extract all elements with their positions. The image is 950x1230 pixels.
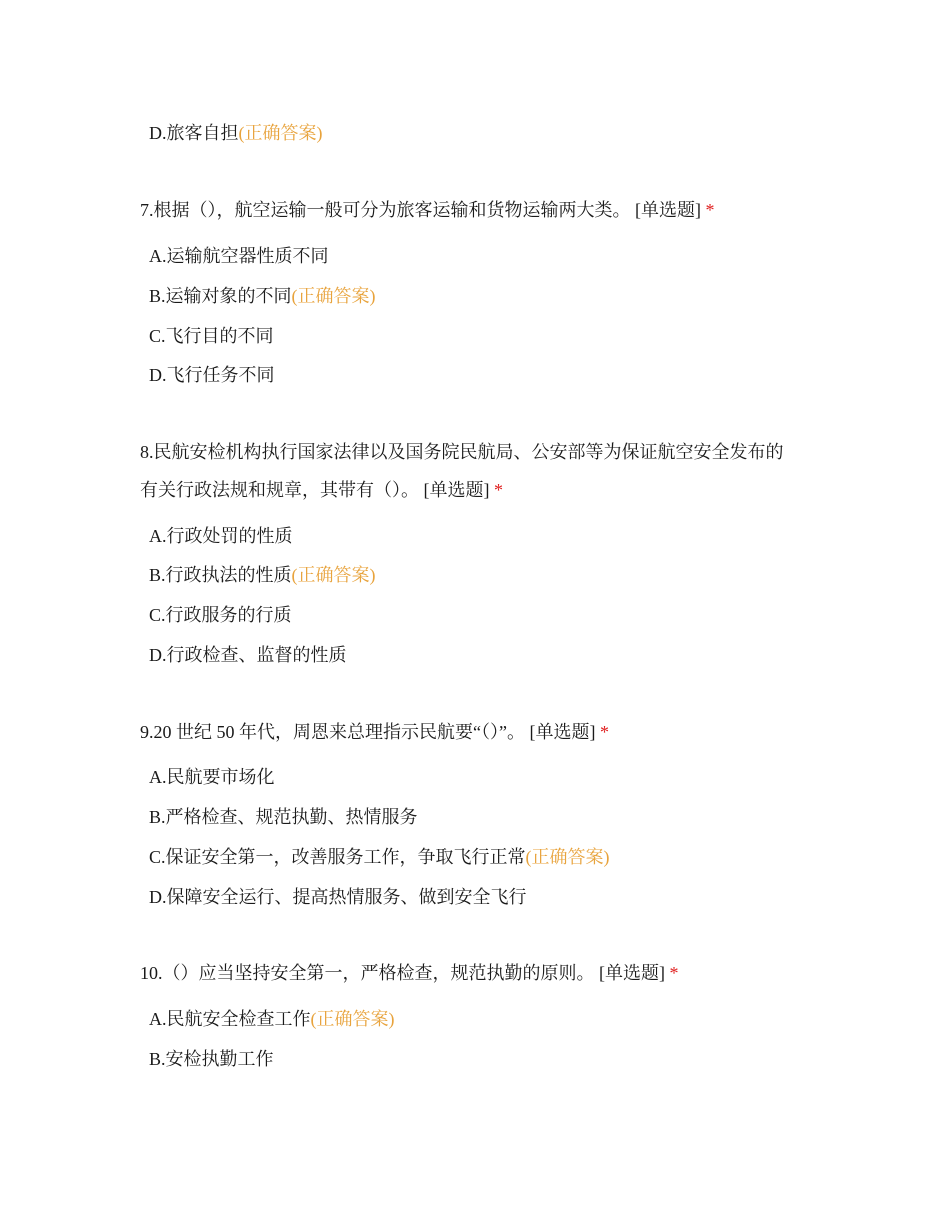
option-q8-b	[149, 563, 376, 587]
option-text: A.民航安全检查工作	[149, 1009, 311, 1029]
option-text: D.旅客自担	[149, 123, 239, 143]
option-q8-d	[149, 643, 347, 667]
option-text: D.行政检查、监督的性质	[149, 645, 347, 665]
question-text: 有关行政法规和规章，其带有（）。 [单选题]	[140, 480, 490, 500]
option-text: C.保证安全第一，改善服务工作，争取飞行正常	[149, 847, 526, 867]
option-text: B.运输对象的不同	[149, 286, 292, 306]
question-8-line-2	[140, 478, 503, 502]
correct-answer-tag: (正确答案)	[238, 123, 323, 143]
option-q9-d	[149, 885, 527, 909]
question-9	[140, 720, 609, 744]
required-marker: *	[705, 200, 715, 220]
correct-answer-tag: (正确答案)	[525, 847, 610, 867]
option-q10-a	[149, 1007, 395, 1031]
option-text: A.行政处罚的性质	[149, 526, 293, 546]
option-q7-b	[149, 284, 376, 308]
option-text: C.飞行目的不同	[149, 326, 274, 346]
option-text: B.行政执法的性质	[149, 565, 292, 585]
question-10	[140, 961, 679, 985]
required-marker: *	[599, 722, 609, 742]
option-q7-d	[149, 363, 275, 387]
option-text: A.民航要市场化	[149, 767, 275, 787]
correct-answer-tag: (正确答案)	[291, 565, 376, 585]
required-marker: *	[494, 480, 503, 500]
question-text: 10.（）应当坚持安全第一，严格检查，规范执勤的原则。 [单选题]	[140, 963, 665, 983]
option-text: D.飞行任务不同	[149, 365, 275, 385]
option-text: B.安检执勤工作	[149, 1049, 274, 1069]
option-q9-a	[149, 765, 275, 789]
option-text: B.严格检查、规范执勤、热情服务	[149, 807, 418, 827]
correct-answer-tag: (正确答案)	[291, 286, 376, 306]
question-8-line-1	[140, 440, 784, 464]
question-7	[140, 198, 715, 222]
option-q8-a	[149, 524, 293, 548]
option-text: A.运输航空器性质不同	[149, 246, 329, 266]
option-q6-d	[149, 121, 323, 145]
question-text: 7.根据（），航空运输一般可分为旅客运输和货物运输两大类。 [单选题]	[140, 200, 701, 220]
option-text: C.行政服务的行质	[149, 605, 292, 625]
question-text: 8.民航安检机构执行国家法律以及国务院民航局、公安部等为保证航空安全发布的	[140, 442, 784, 462]
option-q9-c	[149, 845, 610, 869]
question-text: 9.20 世纪 50 年代，周恩来总理指示民航要“（）”。 [单选题]	[140, 722, 596, 742]
option-q7-a	[149, 244, 329, 268]
option-q8-c	[149, 603, 292, 627]
option-q9-b	[149, 805, 418, 829]
option-q10-b	[149, 1047, 274, 1071]
required-marker: *	[669, 963, 679, 983]
correct-answer-tag: (正确答案)	[310, 1009, 395, 1029]
option-text: D.保障安全运行、提高热情服务、做到安全飞行	[149, 887, 527, 907]
option-q7-c	[149, 324, 274, 348]
